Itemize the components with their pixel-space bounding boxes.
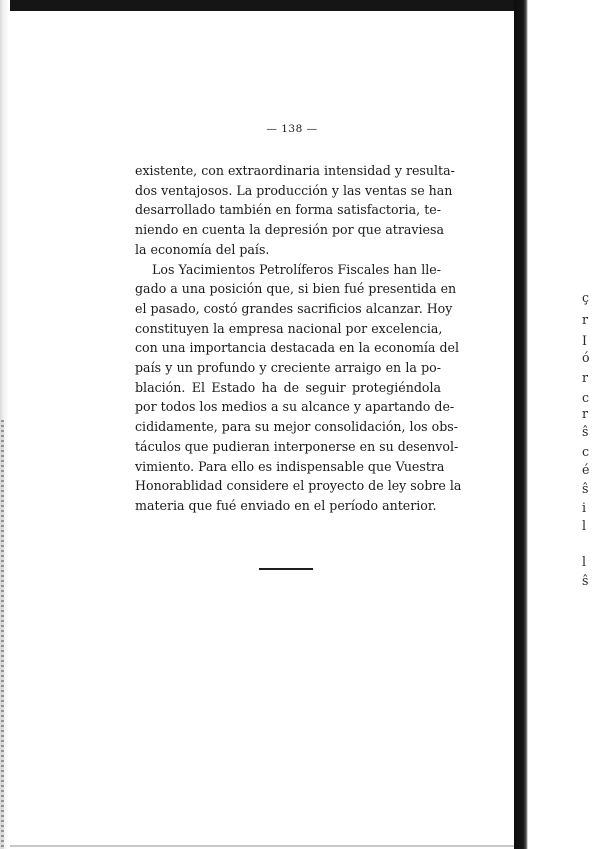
paragraph-start-line: Los Yacimientos Petrolíferos Fiscales han lle- [152, 261, 441, 277]
adjacent-page-fragment: c [582, 390, 590, 405]
adjacent-page-fragment: l [582, 554, 587, 569]
adjacent-page-fragment: r [582, 312, 589, 327]
adjacent-page-fragment: ŝ [582, 424, 589, 439]
text-line: el pasado, costó grandes sacrificios alcanzar. Hoy [135, 300, 453, 316]
adjacent-page-gutter [514, 0, 528, 849]
text-line: existente, con extraordinaria intensidad y resulta- [135, 163, 455, 178]
text-line: cididamente, para su mejor consolidación, los obs- [135, 419, 458, 435]
text-line: táculos que pudieran interponerse en su desenvol- [135, 438, 459, 454]
adjacent-page-fragment: I [582, 333, 587, 348]
scan-left-binding-shadow [1, 420, 4, 849]
text-line: blación. El Estado ha de seguir protegiéndola [135, 379, 441, 395]
text-line: materia que fué enviado en el período anterior. [135, 497, 437, 513]
adjacent-page-fragment: ç [582, 290, 590, 305]
adjacent-page-fragment: i [582, 500, 587, 515]
adjacent-page-fragment: c [582, 444, 590, 459]
text-line: la economía del país. [135, 241, 270, 257]
text-line: por todos los medios a su alcance y apartando de- [135, 399, 455, 415]
adjacent-page-fragment: ŝ [582, 481, 589, 496]
text-line: niendo en cuenta la depresión por que atraviesa [135, 222, 444, 238]
body-text [135, 161, 462, 516]
text-line: gado a una posición que, si bien fué presentida en [135, 281, 457, 297]
text-line: desarrollado también en forma satisfactoria, te- [135, 202, 441, 218]
text-line: vimiento. Para ello es indispensable que Vuestra [135, 458, 445, 474]
adjacent-page-fragment: ŝ [582, 573, 589, 588]
text-line: con una importancia destacada en la economía del [135, 340, 459, 356]
text-line: Honorablidad considere el proyecto de ley sobre la [135, 478, 462, 494]
adjacent-page-fragment: r [582, 406, 589, 421]
section-end-rule [259, 568, 313, 570]
adjacent-page-fragment: é [582, 462, 590, 477]
adjacent-page-fragment: ó [582, 350, 590, 365]
scan-top-border [0, 0, 600, 11]
text-line: dos ventajosos. La producción y las ventas se han [135, 182, 453, 198]
page-number: — 138 — [266, 123, 318, 135]
text-line: país y un profundo y creciente arraigo en la po- [135, 360, 441, 376]
text-line: constituyen la empresa nacional por excelencia, [135, 320, 443, 336]
adjacent-page-fragment: r [582, 370, 589, 385]
scan-bottom-edge [10, 845, 514, 847]
adjacent-page-fragment: l [582, 518, 587, 533]
